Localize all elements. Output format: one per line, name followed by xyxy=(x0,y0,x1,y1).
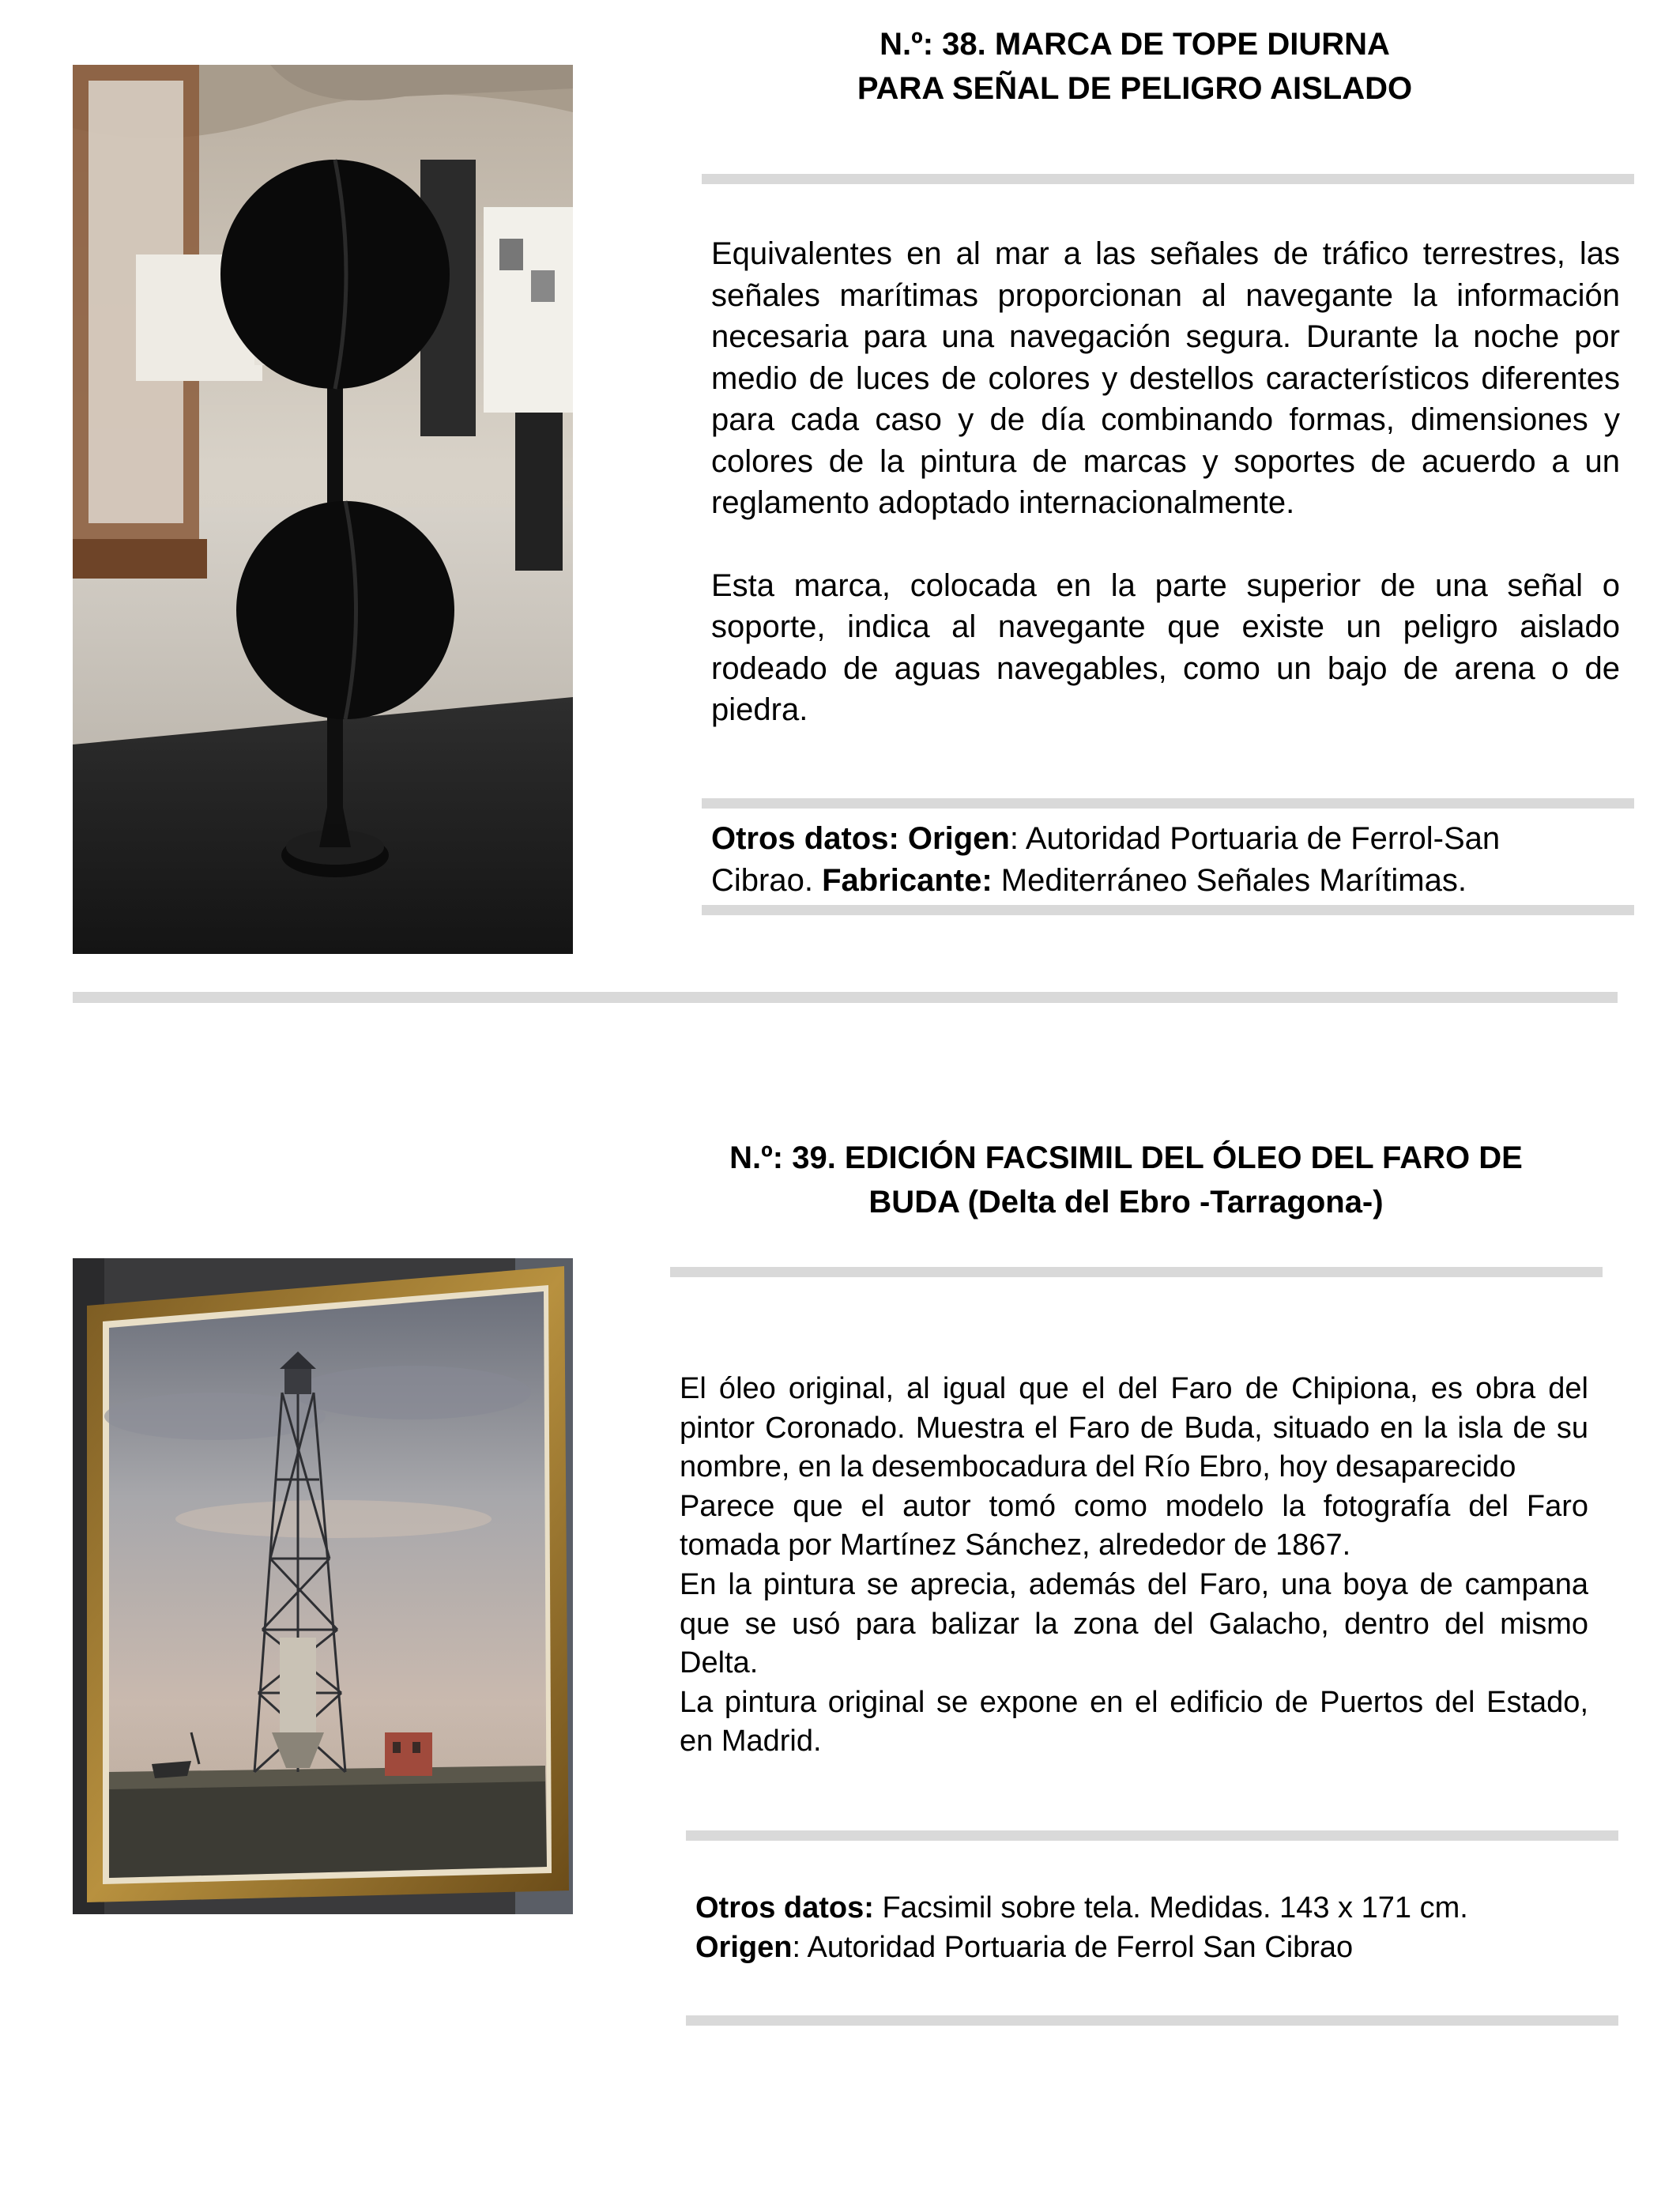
origin-label: Origen xyxy=(695,1930,793,1964)
day-mark-photo xyxy=(73,65,573,954)
divider xyxy=(702,174,1634,184)
item-39-title xyxy=(680,1136,1573,1224)
other-data-label: Otros datos: xyxy=(711,821,899,856)
other-data-value: Facsimil sobre tela. Medidas. 143 x 171 cm. xyxy=(873,1891,1468,1924)
origin-value: : Autoridad Portuaria de Ferrol-San Cibrao. xyxy=(711,821,1501,898)
item-39-paragraph-1: El óleo original, al igual que el del Faro de Chipiona, es obra del pintor Coronado. Muestra el Faro de Buda, situado en la isla de su nombre, en la desembocadura del Río Ebro, hoy desaparecido xyxy=(680,1372,1588,1484)
item-38-title xyxy=(711,22,1558,111)
item-38-title-line1: N.º: 38. MARCA DE TOPE DIURNA xyxy=(880,27,1390,62)
item-38-paragraph-1: Equivalentes en al mar a las señales de tráfico terrestres, las señales marítimas proporcionan al navegante la información necesaria para una navegación segura. Durante la noche por medio de luces de colores y destellos característicos diferentes para cada caso y de día combinando formas, dimensiones y colores de la pintura de marcas y soportes de acuerdo a un reglamento adoptado internacionalmente. xyxy=(711,236,1620,520)
origin-value: : Autoridad Portuaria de Ferrol San Cibrao xyxy=(792,1930,1354,1964)
item-38-title-line2: PARA SEÑAL DE PELIGRO AISLADO xyxy=(857,71,1413,106)
divider xyxy=(686,1830,1618,1841)
divider xyxy=(702,905,1634,915)
divider xyxy=(686,2015,1618,2026)
item-39-title-line2: BUDA (Delta del Ebro -Tarragona-) xyxy=(868,1185,1384,1220)
item-39-paragraph-2: Parece que el autor tomó como modelo la fotografía del Faro tomada por Martínez Sánchez, alrededor de 1867. xyxy=(680,1489,1588,1563)
maker-label: Fabricante: xyxy=(822,862,993,898)
lighthouse-painting-photo xyxy=(73,1258,573,1914)
origin-label: Origen xyxy=(907,821,1010,856)
item-38-description xyxy=(711,233,1620,731)
divider xyxy=(702,798,1634,809)
maker-value: Mediterráneo Señales Marítimas. xyxy=(992,862,1467,898)
item-39-description xyxy=(680,1370,1588,1762)
item-38-paragraph-2: Esta marca, colocada en la parte superior de una señal o soporte, indica al navegante que existe un peligro aislado rodeado de aguas navegables, como un bajo de arena o de piedra. xyxy=(711,567,1620,727)
section-separator xyxy=(73,992,1618,1003)
item-39-title-line1: N.º: 39. EDICIÓN FACSIMIL DEL ÓLEO DEL FARO DE xyxy=(729,1140,1523,1175)
other-data-label: Otros datos: xyxy=(695,1891,874,1924)
item-39-paragraph-3: En la pintura se aprecia, además del Faro, una boya de campana que se usó para balizar la zona del Galacho, dentro del mismo Delta. xyxy=(680,1567,1588,1680)
item-39-paragraph-4: La pintura original se expone en el edificio de Puertos del Estado, en Madrid. xyxy=(680,1685,1588,1759)
item-38-other-data xyxy=(711,818,1604,901)
item-39-other-data xyxy=(695,1889,1580,1967)
divider xyxy=(670,1267,1603,1277)
